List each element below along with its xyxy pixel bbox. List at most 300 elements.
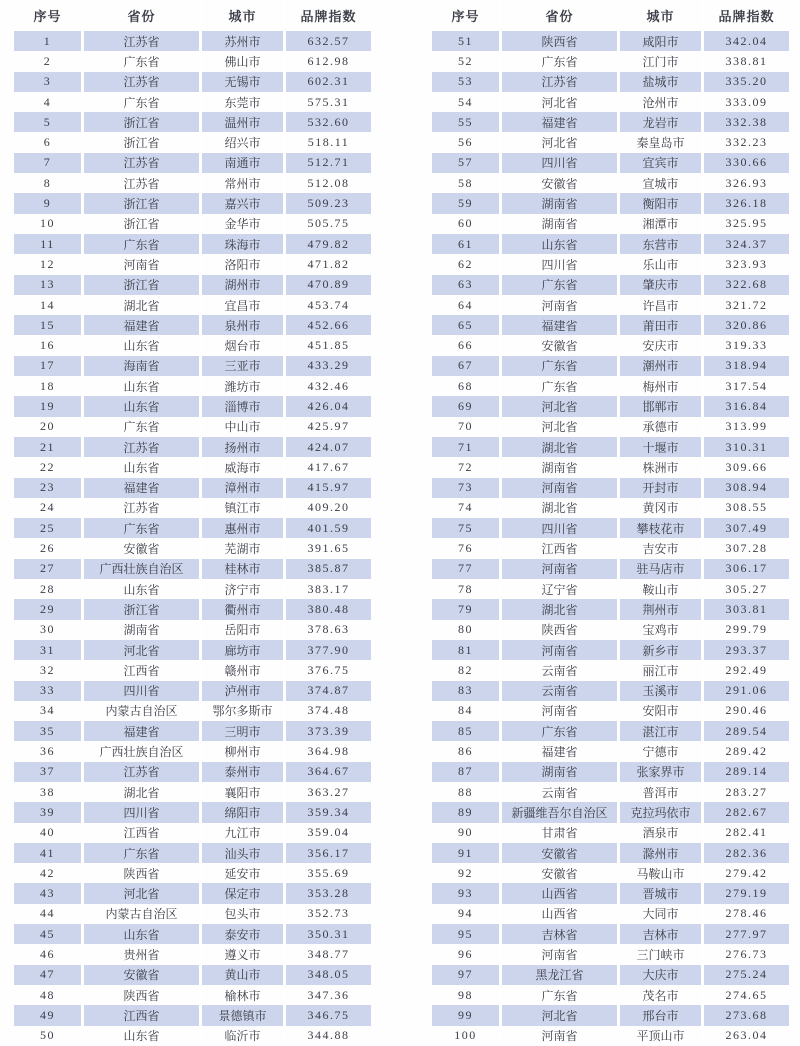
header-row [432,0,789,31]
province-cell: 云南省 [499,681,617,701]
table-row [14,924,371,944]
province-cell: 江苏省 [81,153,199,173]
rank-cell: 24 [14,498,81,518]
province-cell: 湖南省 [81,620,199,640]
table-row [432,1005,789,1025]
table-row [14,356,371,376]
province-cell: 四川省 [81,681,199,701]
rank-cell: 45 [14,924,81,944]
city-cell: 洛阳市 [199,254,283,274]
city-cell: 十堰市 [617,437,701,457]
table-row [14,559,371,579]
rank-cell: 56 [432,132,499,152]
table-row [432,681,789,701]
city-cell: 景德镇市 [199,1005,283,1025]
city-cell: 淄博市 [199,396,283,416]
city-cell: 廊坊市 [199,640,283,660]
rank-cell: 68 [432,376,499,396]
rank-cell: 78 [432,579,499,599]
index-cell: 308.94 [701,478,789,498]
city-cell: 黄冈市 [617,498,701,518]
index-cell: 509.23 [283,193,371,213]
city-cell: 鞍山市 [617,579,701,599]
table-row [432,741,789,761]
column-header-province: 省份 [499,0,617,31]
rank-cell: 17 [14,356,81,376]
table-row [432,51,789,71]
city-cell: 开封市 [617,478,701,498]
province-cell: 山东省 [81,457,199,477]
table-row [14,132,371,152]
index-cell: 350.31 [283,924,371,944]
rank-cell: 5 [14,112,81,132]
index-cell: 290.46 [701,701,789,721]
rank-cell: 20 [14,417,81,437]
index-cell: 282.36 [701,843,789,863]
rank-cell: 30 [14,620,81,640]
table-row [432,275,789,295]
rank-cell: 25 [14,518,81,538]
city-cell: 邯郸市 [617,396,701,416]
rank-cell: 82 [432,660,499,680]
rank-cell: 69 [432,396,499,416]
city-cell: 佛山市 [199,51,283,71]
rank-cell: 57 [432,153,499,173]
index-cell: 363.27 [283,782,371,802]
ranking-table-left [14,0,371,1046]
province-cell: 广西壮族自治区 [81,741,199,761]
table-row [14,193,371,213]
province-cell: 河南省 [499,559,617,579]
table-row [432,579,789,599]
city-cell: 驻马店市 [617,559,701,579]
province-cell: 安徽省 [81,965,199,985]
city-cell: 宝鸡市 [617,620,701,640]
table-row [14,376,371,396]
city-cell: 临沂市 [199,1026,283,1046]
column-header-index: 品牌指数 [283,0,371,31]
province-cell: 浙江省 [81,112,199,132]
index-cell: 279.19 [701,883,789,903]
table-row [432,965,789,985]
province-cell: 河南省 [499,295,617,315]
table-row [14,92,371,112]
city-cell: 赣州市 [199,660,283,680]
rank-cell: 81 [432,640,499,660]
city-cell: 榆林市 [199,985,283,1005]
index-cell: 319.33 [701,335,789,355]
province-cell: 内蒙古自治区 [81,701,199,721]
table-row [432,599,789,619]
province-cell: 广东省 [81,92,199,112]
city-cell: 中山市 [199,417,283,437]
index-cell: 332.38 [701,112,789,132]
index-cell: 278.46 [701,904,789,924]
province-cell: 河南省 [499,944,617,964]
province-cell: 江苏省 [499,72,617,92]
rank-cell: 71 [432,437,499,457]
city-brand-index-table-51-100 [432,0,789,1046]
city-cell: 平顶山市 [617,1026,701,1046]
province-cell: 湖南省 [499,193,617,213]
rank-cell: 75 [432,518,499,538]
table-row [432,924,789,944]
rank-cell: 83 [432,681,499,701]
province-cell: 海南省 [81,356,199,376]
table-row [432,721,789,741]
province-cell: 黑龙江省 [499,965,617,985]
province-cell: 吉林省 [499,924,617,944]
index-cell: 356.17 [283,843,371,863]
province-cell: 河北省 [499,92,617,112]
city-cell: 扬州市 [199,437,283,457]
city-cell: 盐城市 [617,72,701,92]
rank-cell: 62 [432,254,499,274]
index-cell: 325.95 [701,214,789,234]
rank-cell: 37 [14,762,81,782]
city-cell: 嘉兴市 [199,193,283,213]
rank-cell: 13 [14,275,81,295]
city-cell: 延安市 [199,863,283,883]
province-cell: 安徽省 [499,863,617,883]
province-cell: 山东省 [81,335,199,355]
index-cell: 383.17 [283,579,371,599]
index-cell: 346.75 [283,1005,371,1025]
province-cell: 安徽省 [499,843,617,863]
province-cell: 湖北省 [499,437,617,457]
column-header-rank: 序号 [14,0,81,31]
city-cell: 滁州市 [617,843,701,863]
rank-cell: 7 [14,153,81,173]
province-cell: 江西省 [81,823,199,843]
city-cell: 秦皇岛市 [617,132,701,152]
index-cell: 415.97 [283,478,371,498]
city-cell: 三明市 [199,721,283,741]
province-cell: 广东省 [499,275,617,295]
province-cell: 江苏省 [81,437,199,457]
province-cell: 陕西省 [499,620,617,640]
index-cell: 426.04 [283,396,371,416]
city-cell: 大庆市 [617,965,701,985]
rank-cell: 14 [14,295,81,315]
table-row [14,173,371,193]
province-cell: 广东省 [81,843,199,863]
rank-cell: 88 [432,782,499,802]
rank-cell: 66 [432,335,499,355]
city-cell: 许昌市 [617,295,701,315]
city-cell: 吉林市 [617,924,701,944]
rank-cell: 51 [432,31,499,51]
column-header-index: 品牌指数 [701,0,789,31]
rank-cell: 85 [432,721,499,741]
city-cell: 湘潭市 [617,214,701,234]
rank-cell: 48 [14,985,81,1005]
table-row [14,153,371,173]
table-row [14,31,371,51]
rank-cell: 12 [14,254,81,274]
table-row [432,457,789,477]
table-row [14,1026,371,1046]
index-cell: 432.46 [283,376,371,396]
table-row [14,417,371,437]
province-cell: 广东省 [499,51,617,71]
province-cell: 云南省 [499,782,617,802]
table-row [14,782,371,802]
index-cell: 320.86 [701,315,789,335]
index-cell: 451.85 [283,335,371,355]
index-cell: 293.37 [701,640,789,660]
index-cell: 359.34 [283,802,371,822]
index-cell: 347.36 [283,985,371,1005]
table-body-right [432,31,789,1046]
rank-cell: 3 [14,72,81,92]
rank-cell: 96 [432,944,499,964]
rank-cell: 1 [14,31,81,51]
province-cell: 河南省 [499,701,617,721]
rank-cell: 41 [14,843,81,863]
province-cell: 安徽省 [499,173,617,193]
province-cell: 四川省 [499,518,617,538]
city-cell: 温州市 [199,112,283,132]
rank-cell: 40 [14,823,81,843]
index-cell: 335.20 [701,72,789,92]
province-cell: 四川省 [81,802,199,822]
rank-cell: 29 [14,599,81,619]
index-cell: 309.66 [701,457,789,477]
table-row [432,538,789,558]
index-cell: 276.73 [701,944,789,964]
table-row [14,498,371,518]
table-row [14,538,371,558]
table-row [432,823,789,843]
index-cell: 332.23 [701,132,789,152]
table-row [432,132,789,152]
table-row [432,214,789,234]
index-cell: 353.28 [283,883,371,903]
city-cell: 潍坊市 [199,376,283,396]
table-row [14,1005,371,1025]
rank-cell: 50 [14,1026,81,1046]
index-cell: 282.67 [701,802,789,822]
province-cell: 福建省 [499,112,617,132]
rank-cell: 33 [14,681,81,701]
province-cell: 四川省 [499,153,617,173]
index-cell: 342.04 [701,31,789,51]
table-row [432,356,789,376]
table-row [14,721,371,741]
index-cell: 359.04 [283,823,371,843]
index-cell: 275.24 [701,965,789,985]
city-cell: 金华市 [199,214,283,234]
index-cell: 364.67 [283,762,371,782]
table-row [14,478,371,498]
table-row [14,762,371,782]
province-cell: 河南省 [499,478,617,498]
table-row [14,863,371,883]
table-row [14,396,371,416]
rank-cell: 73 [432,478,499,498]
city-cell: 茂名市 [617,985,701,1005]
city-cell: 衡阳市 [617,193,701,213]
index-cell: 479.82 [283,234,371,254]
index-cell: 433.29 [283,356,371,376]
city-cell: 马鞍山市 [617,863,701,883]
province-cell: 广东省 [81,51,199,71]
city-cell: 泸州市 [199,681,283,701]
index-cell: 344.88 [283,1026,371,1046]
table-row [14,701,371,721]
table-row [432,944,789,964]
column-header-rank: 序号 [432,0,499,31]
table-row [432,660,789,680]
ranking-table-right [432,0,789,1046]
province-cell: 广东省 [81,417,199,437]
index-cell: 321.72 [701,295,789,315]
index-cell: 453.74 [283,295,371,315]
table-row [14,802,371,822]
index-cell: 385.87 [283,559,371,579]
table-row [14,660,371,680]
rank-cell: 58 [432,173,499,193]
table-row [432,802,789,822]
table-row [432,173,789,193]
rank-cell: 49 [14,1005,81,1025]
province-cell: 山西省 [499,883,617,903]
city-cell: 江门市 [617,51,701,71]
rank-cell: 11 [14,234,81,254]
province-cell: 湖北省 [81,782,199,802]
index-cell: 425.97 [283,417,371,437]
rank-cell: 87 [432,762,499,782]
province-cell: 福建省 [499,741,617,761]
table-row [14,457,371,477]
province-cell: 广西壮族自治区 [81,559,199,579]
province-cell: 江苏省 [81,72,199,92]
rank-cell: 80 [432,620,499,640]
province-cell: 广东省 [81,234,199,254]
province-cell: 广东省 [499,985,617,1005]
province-cell: 江苏省 [81,173,199,193]
rank-cell: 6 [14,132,81,152]
column-header-province: 省份 [81,0,199,31]
province-cell: 广东省 [499,376,617,396]
rank-cell: 89 [432,802,499,822]
rank-cell: 15 [14,315,81,335]
index-cell: 417.67 [283,457,371,477]
city-cell: 镇江市 [199,498,283,518]
table-row [432,863,789,883]
index-cell: 308.55 [701,498,789,518]
rank-cell: 53 [432,72,499,92]
rank-cell: 35 [14,721,81,741]
table-row [432,762,789,782]
rank-cell: 28 [14,579,81,599]
province-cell: 陕西省 [81,863,199,883]
province-cell: 河北省 [81,883,199,903]
index-cell: 374.48 [283,701,371,721]
city-cell: 威海市 [199,457,283,477]
index-cell: 289.42 [701,741,789,761]
index-cell: 452.66 [283,315,371,335]
city-cell: 无锡市 [199,72,283,92]
province-cell: 江苏省 [81,762,199,782]
province-cell: 福建省 [81,478,199,498]
index-cell: 282.41 [701,823,789,843]
rank-cell: 39 [14,802,81,822]
table-row [432,559,789,579]
table-row [14,518,371,538]
city-cell: 鄂尔多斯市 [199,701,283,721]
index-cell: 532.60 [283,112,371,132]
index-cell: 263.04 [701,1026,789,1046]
index-cell: 324.37 [701,234,789,254]
index-cell: 333.09 [701,92,789,112]
city-cell: 新乡市 [617,640,701,660]
rank-cell: 94 [432,904,499,924]
index-cell: 355.69 [283,863,371,883]
province-cell: 甘肃省 [499,823,617,843]
index-cell: 305.27 [701,579,789,599]
city-cell: 汕头市 [199,843,283,863]
table-row [432,478,789,498]
table-row [432,153,789,173]
province-cell: 浙江省 [81,214,199,234]
table-row [14,823,371,843]
index-cell: 316.84 [701,396,789,416]
province-cell: 山东省 [81,579,199,599]
city-cell: 酒泉市 [617,823,701,843]
table-row [432,985,789,1005]
index-cell: 512.71 [283,153,371,173]
index-cell: 326.18 [701,193,789,213]
rank-cell: 23 [14,478,81,498]
index-cell: 310.31 [701,437,789,457]
table-row [14,315,371,335]
rank-cell: 46 [14,944,81,964]
index-cell: 373.39 [283,721,371,741]
city-cell: 柳州市 [199,741,283,761]
province-cell: 江西省 [499,538,617,558]
rank-cell: 47 [14,965,81,985]
province-cell: 浙江省 [81,193,199,213]
city-cell: 宜昌市 [199,295,283,315]
city-cell: 肇庆市 [617,275,701,295]
index-cell: 424.07 [283,437,371,457]
table-row [432,295,789,315]
table-row [14,741,371,761]
table-row [14,843,371,863]
city-cell: 东莞市 [199,92,283,112]
rank-cell: 97 [432,965,499,985]
rank-cell: 36 [14,741,81,761]
index-cell: 318.94 [701,356,789,376]
province-cell: 福建省 [81,315,199,335]
rank-cell: 92 [432,863,499,883]
city-cell: 安阳市 [617,701,701,721]
rank-cell: 77 [432,559,499,579]
city-cell: 岳阳市 [199,620,283,640]
province-cell: 河北省 [499,417,617,437]
city-cell: 攀枝花市 [617,518,701,538]
city-cell: 玉溪市 [617,681,701,701]
table-row [14,904,371,924]
column-header-city: 城市 [199,0,283,31]
table-row [14,214,371,234]
index-cell: 378.63 [283,620,371,640]
province-cell: 浙江省 [81,599,199,619]
table-row [432,254,789,274]
rank-cell: 55 [432,112,499,132]
